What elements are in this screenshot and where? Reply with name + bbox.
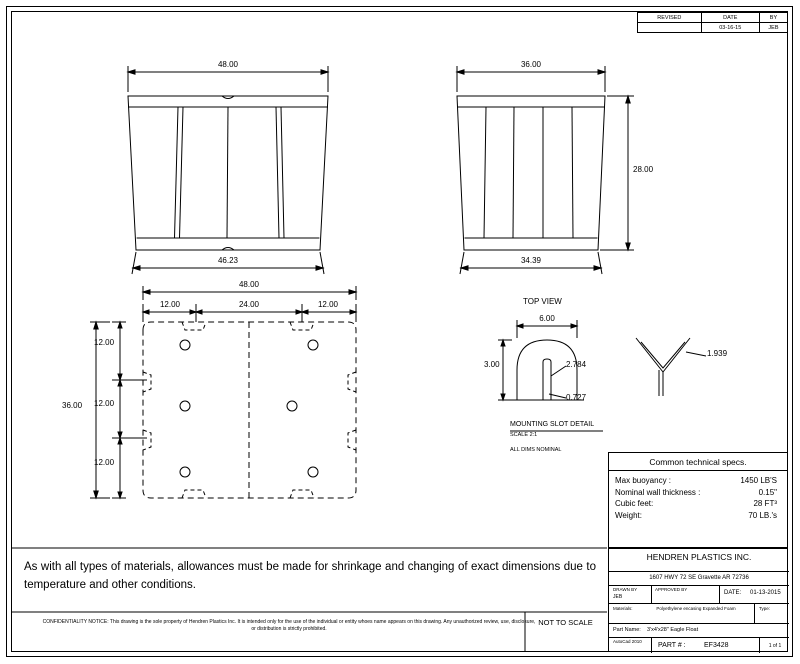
revision-cell-date: 03-16-15 xyxy=(701,23,759,33)
confidentiality-notice: CONFIDENTIALITY NOTICE: This drawing is the sole property of Hendren Plastics Inc. It is intended only for the use of the individual or entity whoes name appears on this drawing. Any unauthorized review, use, disclosure, or distribution is strictly prohibited. xyxy=(42,619,536,632)
specs-label-buoyancy: Max buoyancy : xyxy=(615,476,672,485)
plan-view-segment-mid: 24.00 xyxy=(238,300,260,309)
specs-label-cubic-feet: Cubic feet: xyxy=(615,499,654,509)
approved-by-label: APPROVED BY xyxy=(655,587,688,592)
plan-view-overall-dimension: 36.00 xyxy=(62,401,83,410)
plan-view-top-dimension: 48.00 xyxy=(238,280,260,289)
drawn-by-label: DRAWN BY xyxy=(613,587,638,592)
mounting-slot-detail-note: ALL DIMS NOMINAL xyxy=(510,447,562,453)
revision-header-date: DATE xyxy=(701,13,759,23)
specs-value-wall-thickness: 0.15" xyxy=(758,487,777,497)
revision-header-by: BY xyxy=(759,13,787,23)
date-label: DATE: xyxy=(724,590,742,596)
detail-height-dimension: 3.00 xyxy=(484,360,500,369)
materials-label: Materials: xyxy=(613,606,633,611)
company-address: 1607 HWY 72 SE Gravette AR 72736 xyxy=(649,575,749,581)
specs-label-weight: Weight: xyxy=(615,510,642,520)
mounting-slot-detail-caption: MOUNTING SLOT DETAIL xyxy=(510,421,595,428)
detail-inner-dimension: 2.784 xyxy=(566,360,587,369)
detail-angle-dimension: 1.939 xyxy=(707,349,728,358)
specs-value-cubic-feet: 28 FT³ xyxy=(753,499,777,509)
company-name: HENDREN PLASTICS INC. xyxy=(646,552,752,562)
side-view-height-dimension: 28.00 xyxy=(633,165,654,174)
materials-allowance-note: As with all types of materials, allowances must be made for shrinkage and changing of exact dimensions due to temperature and other conditions. xyxy=(24,561,596,592)
specs-value-buoyancy: 1450 LB'S xyxy=(740,476,777,485)
part-number-value: EF3428 xyxy=(704,642,729,649)
plan-view-left-dimension-1: 12.00 xyxy=(94,338,115,347)
software-label: AutoCad 2010 xyxy=(613,639,642,644)
top-view-label: TOP VIEW xyxy=(523,297,562,306)
specs-value-weight: 70 LB.'s xyxy=(748,510,777,520)
plan-view-left-dimension-3: 12.00 xyxy=(94,458,115,467)
front-view-top-dimension: 48.00 xyxy=(217,60,239,69)
plan-view-segment-left: 12.00 xyxy=(159,300,181,309)
not-to-scale-label: NOT TO SCALE xyxy=(538,618,593,627)
side-view-bottom-dimension: 34.39 xyxy=(520,256,542,265)
sheet-count: 1 of 1 xyxy=(768,643,782,649)
revision-header-revised: REVISED xyxy=(638,13,702,23)
front-view-bottom-dimension: 46.23 xyxy=(217,256,239,265)
specs-title: Common technical specs. xyxy=(649,457,747,467)
specs-label-wall-thickness: Nominal wall thickness : xyxy=(615,487,701,497)
part-number-label: PART # : xyxy=(658,642,686,649)
detail-width-dimension: 6.00 xyxy=(539,314,555,323)
detail-slot-dimension: 0.727 xyxy=(566,393,587,402)
type-label: Type: xyxy=(759,606,771,611)
part-name-label: Part Name: xyxy=(613,627,641,633)
plan-view-segment-right: 12.00 xyxy=(317,300,339,309)
drawn-by-value: JEB xyxy=(613,594,623,600)
part-name-value: 3'x4'x28" Eagle Float xyxy=(647,627,699,633)
date-value: 01-13-2015 xyxy=(750,590,781,596)
plan-view-left-dimension-2: 12.00 xyxy=(94,399,115,408)
materials-value: Polyethylene encasing Expanded Foam xyxy=(656,606,736,611)
side-view-top-dimension: 36.00 xyxy=(520,60,542,69)
mounting-slot-detail-scale: SCALE 2:1 xyxy=(510,432,538,438)
revision-cell-by: JEB xyxy=(759,23,787,33)
